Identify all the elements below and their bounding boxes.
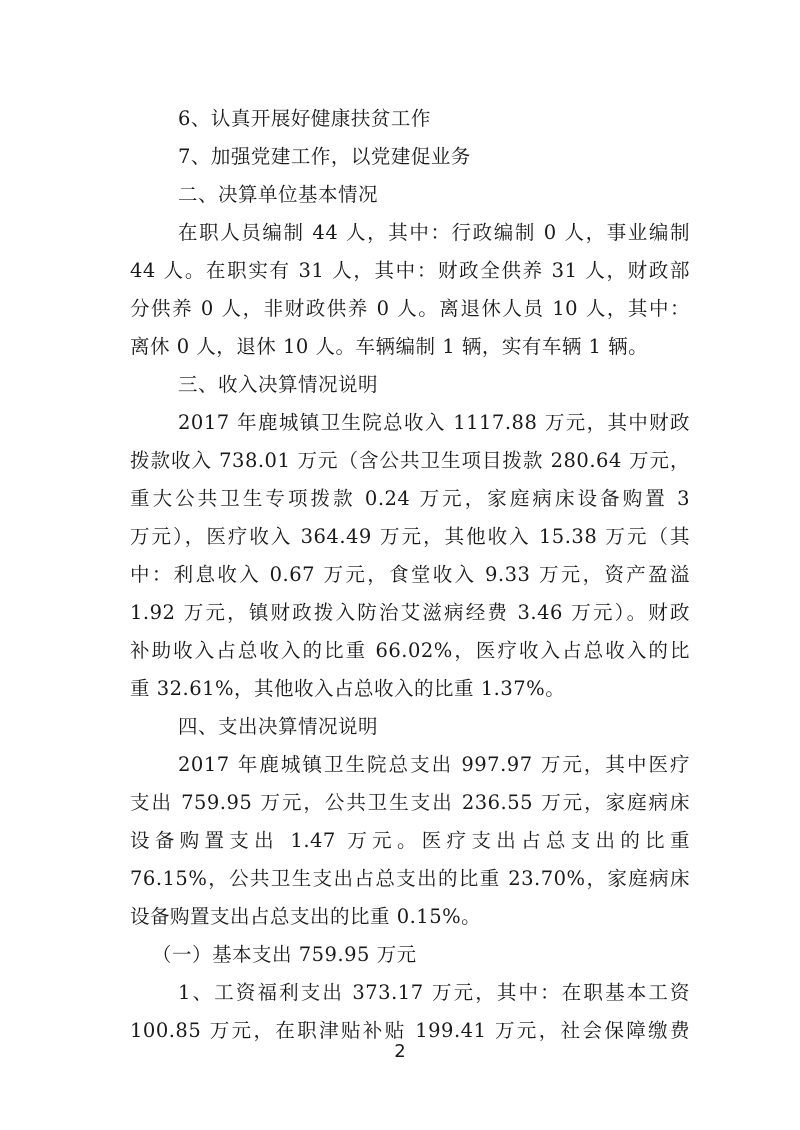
paragraph-line: 拨款收入 738.01 万元（含公共卫生项目拨款 280.64 万元， [130,449,690,472]
paragraph-line: 44 人。在职实有 31 人，其中：财政全供养 31 人，财政部 [130,259,690,282]
paragraph-line: 离休 0 人，退休 10 人。车辆编制 1 辆，实有车辆 1 辆。 [130,335,649,358]
subsection-heading: （一）基本支出 759.95 万元 [152,943,417,966]
paragraph-line: 2017 年鹿城镇卫生院总收入 1117.88 万元，其中财政 [178,411,690,434]
page-number: 2 [394,1041,406,1062]
paragraph-line: 分供养 0 人，非财政供养 0 人。离退休人员 10 人，其中： [130,297,690,320]
paragraph-line: 万元），医疗收入 364.49 万元，其他收入 15.38 万元（其 [130,525,690,548]
paragraph-line: 补助收入占总收入的比重 66.02%，医疗收入占总收入的比 [130,639,690,662]
section-heading: 四、支出决算情况说明 [178,715,379,738]
paragraph-line: 2017 年鹿城镇卫生院总支出 997.97 万元，其中医疗 [178,753,690,776]
section-heading: 二、决算单位基本情况 [178,183,379,206]
paragraph-line: 在职人员编制 44 人，其中：行政编制 0 人，事业编制 [178,221,690,244]
paragraph-line: 重大公共卫生专项拨款 0.24 万元，家庭病床设备购置 3 [130,487,690,510]
list-item: 7、加强党建工作，以党建促业务 [178,145,471,168]
paragraph-line: 支出 759.95 万元，公共卫生支出 236.55 万元，家庭病床 [130,791,690,814]
section-heading: 三、收入决算情况说明 [178,373,379,396]
paragraph-line: 1、工资福利支出 373.17 万元，其中：在职基本工资 [178,981,690,1004]
paragraph-line: 1.92 万元，镇财政拨入防治艾滋病经费 3.46 万元）。财政 [130,601,690,624]
paragraph-line: 中：利息收入 0.67 万元，食堂收入 9.33 万元，资产盈溢 [130,563,690,586]
list-item: 6、认真开展好健康扶贫工作 [178,107,431,130]
paragraph-line: 重 32.61%，其他收入占总收入的比重 1.37%。 [130,677,566,700]
paragraph-line: 设备购置支出占总支出的比重 0.15%。 [130,905,482,928]
paragraph-line: 76.15%，公共卫生支出占总支出的比重 23.70%，家庭病床 [130,867,690,890]
paragraph-line: 100.85 万元，在职津贴补贴 199.41 万元，社会保障缴费 [130,1019,690,1042]
paragraph-line: 设备购置支出 1.47 万元。医疗支出占总支出的比重 [130,829,690,852]
